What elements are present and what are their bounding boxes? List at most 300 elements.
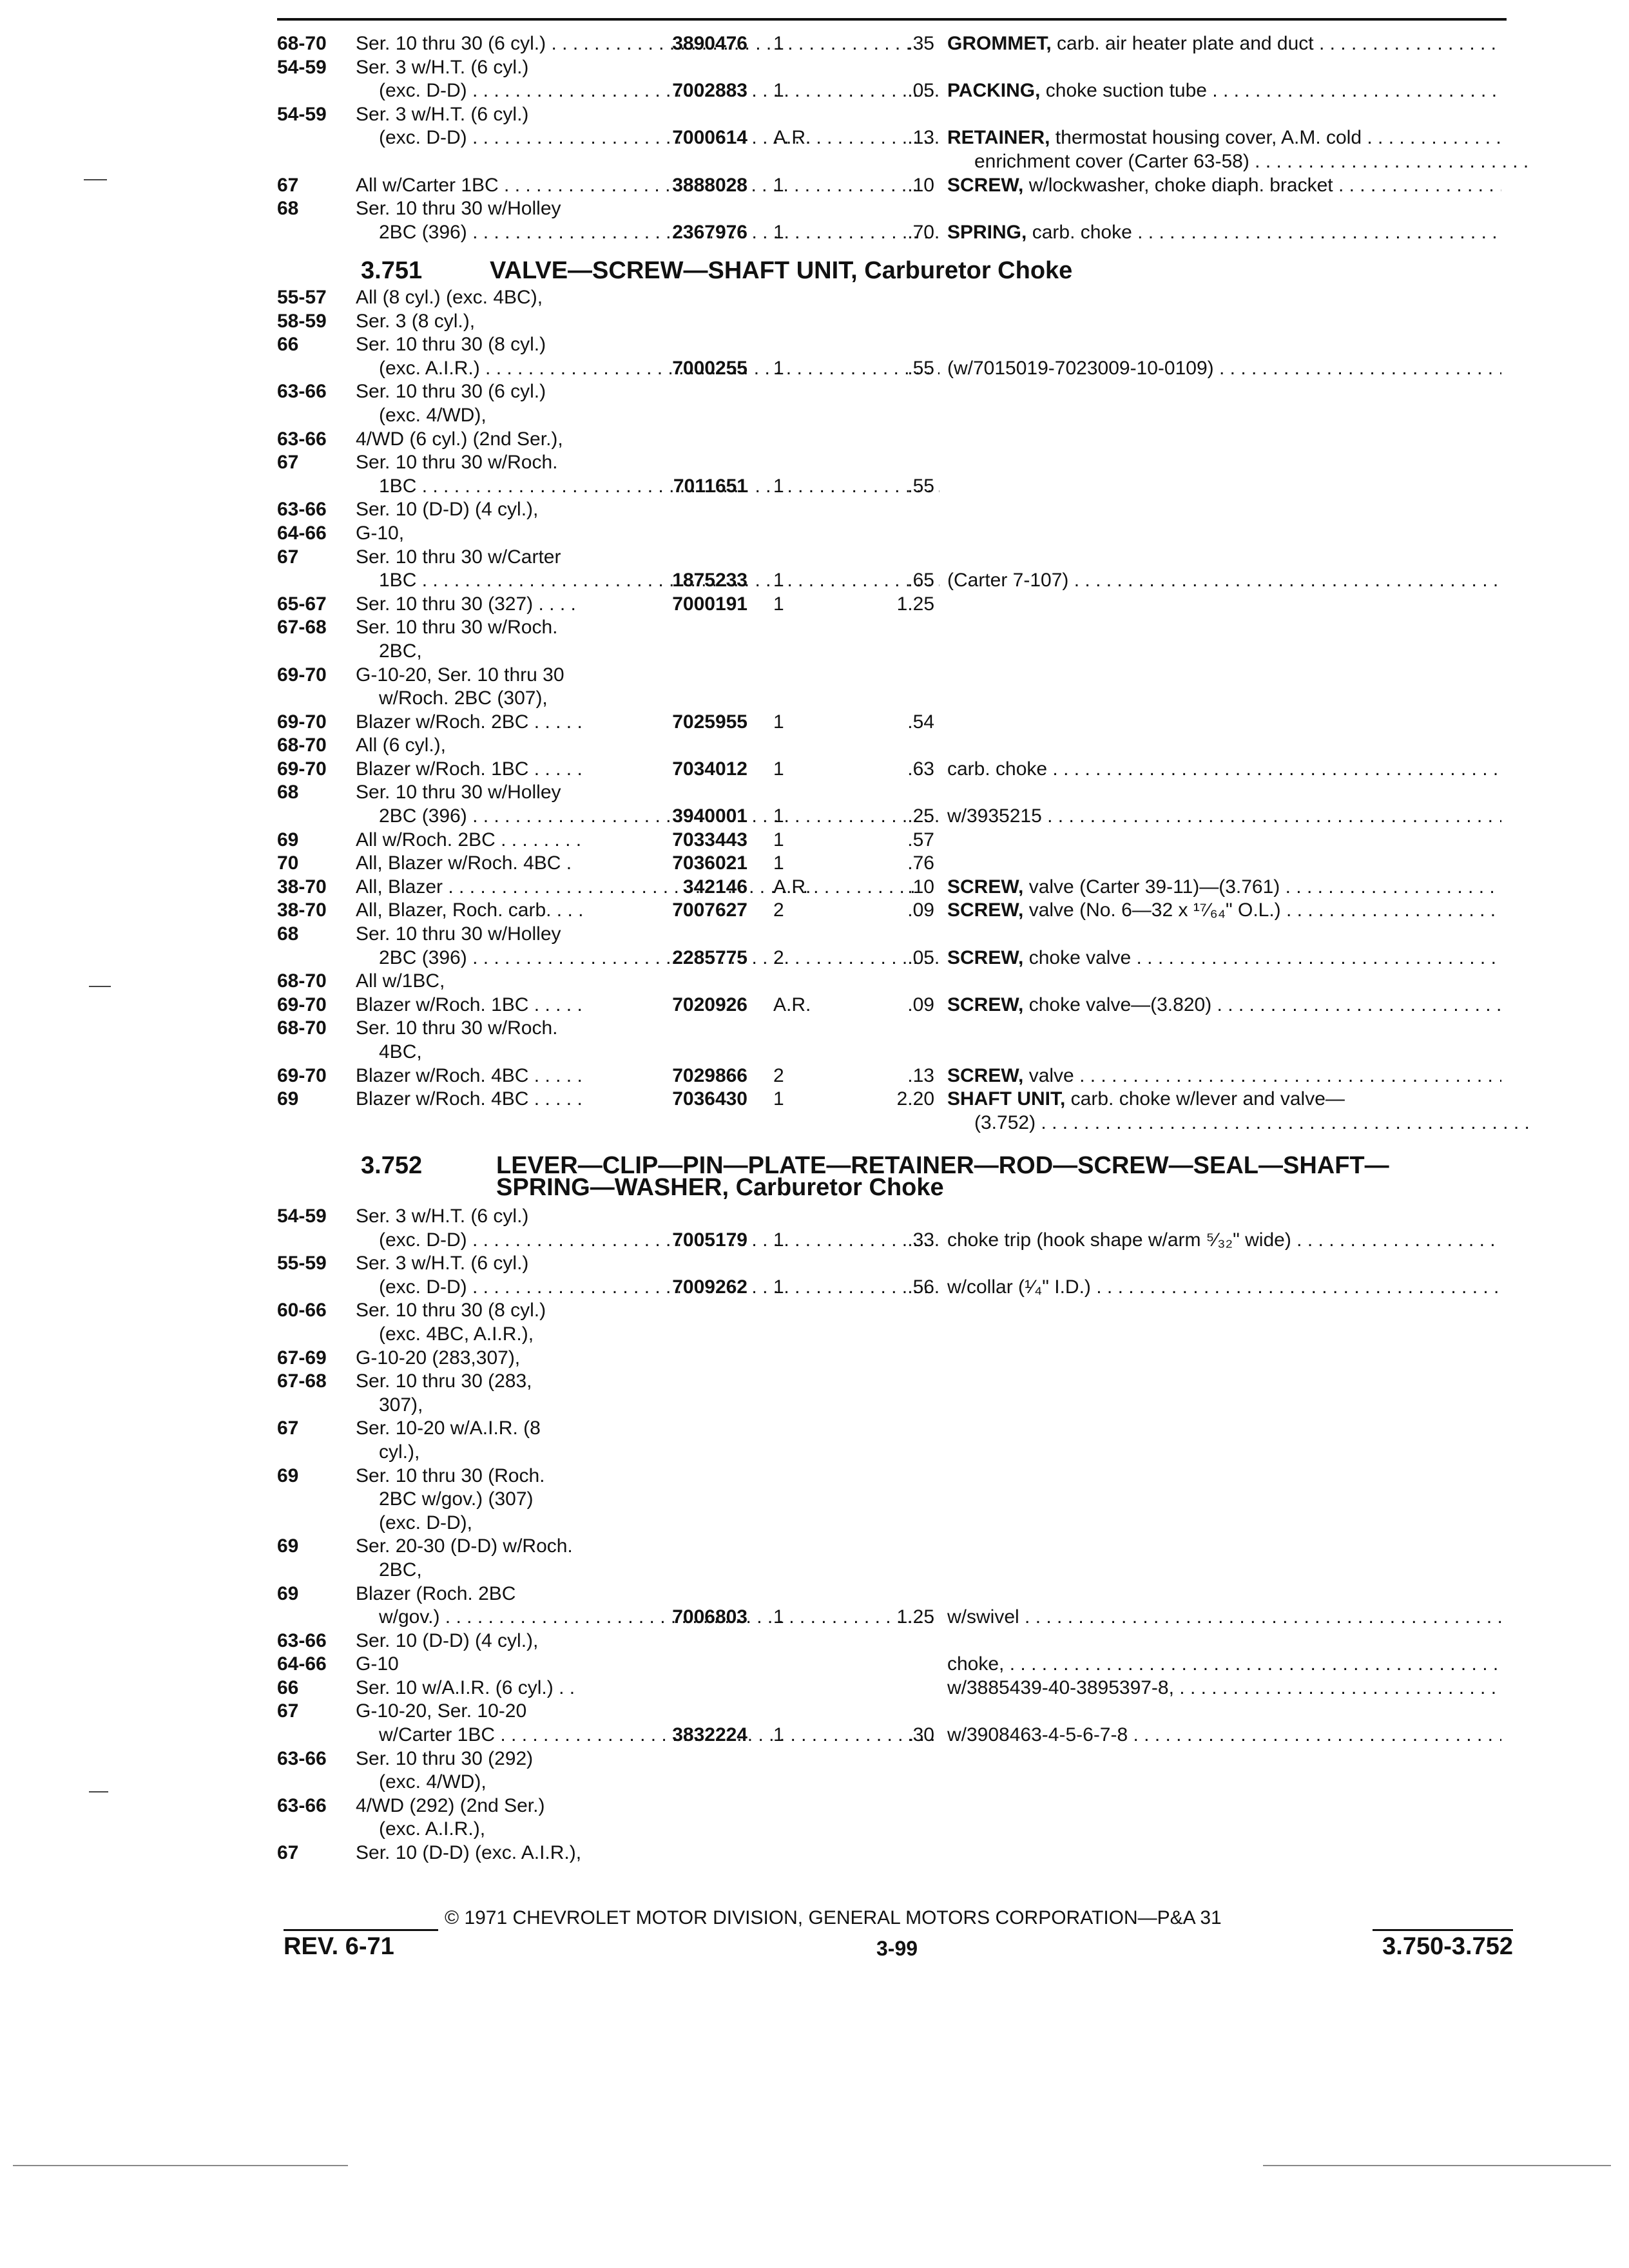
application — [356, 1747, 916, 1771]
quantity: A.R. — [773, 127, 811, 149]
table-row — [277, 428, 1507, 452]
description — [947, 79, 1501, 103]
price: .35 — [907, 33, 934, 54]
application — [379, 1771, 940, 1794]
application-text: Ser. 10 thru 30 (283, — [356, 1370, 532, 1392]
description-text: (w/7015019-7023009-10-0109) — [947, 357, 1214, 379]
model-year: 68-70 — [277, 735, 327, 756]
table-row — [277, 899, 1507, 923]
application-text: All w/Roch. 2BC . . . . . . . . — [356, 829, 582, 850]
model-year: 38-70 — [277, 876, 327, 898]
model-year: 70 — [277, 852, 299, 874]
application — [356, 1677, 916, 1700]
table-row — [277, 1017, 1507, 1041]
table-row — [277, 451, 1507, 475]
table-row — [277, 994, 1507, 1017]
quantity: 1 — [773, 758, 784, 780]
application-text: 2BC, — [379, 640, 422, 662]
description-text: thermostat housing cover, A.M. cold — [1055, 127, 1362, 149]
part-number: 3890476 — [672, 33, 747, 54]
part-number: 7000614 — [672, 127, 747, 149]
quantity: 1 — [773, 829, 784, 850]
table-row — [277, 380, 1507, 404]
application — [356, 498, 916, 522]
application — [356, 522, 916, 546]
application-text: G-10-20, Ser. 10-20 — [356, 1700, 527, 1722]
section-number: 3.752 — [361, 1152, 423, 1179]
table-row — [277, 1606, 1507, 1629]
application — [356, 1629, 916, 1653]
table-row — [277, 174, 1507, 198]
model-year: 63-66 — [277, 499, 327, 521]
application-text: Ser. 3 w/H.T. (6 cyl.) — [356, 1253, 529, 1274]
application-text: 1BC — [379, 570, 417, 591]
model-year: 69 — [277, 1535, 299, 1557]
application — [356, 380, 916, 404]
table-row — [277, 1771, 1507, 1794]
quantity: 2 — [773, 1064, 784, 1086]
table-row — [277, 1535, 1507, 1559]
application — [356, 1205, 916, 1229]
table-row — [277, 805, 1507, 829]
table-row — [277, 1559, 1507, 1582]
table-row — [277, 640, 1507, 664]
table-row — [277, 150, 1507, 174]
description — [947, 1653, 1501, 1677]
section-3-750-continued — [277, 32, 1507, 244]
price: .10 — [907, 174, 934, 196]
description-text: enrichment cover (Carter 63-58) — [974, 150, 1249, 172]
table-row — [277, 711, 1507, 735]
part-number: 7005179 — [672, 1229, 747, 1251]
description-text: choke valve — [1028, 947, 1132, 968]
application — [379, 1488, 940, 1512]
model-year: 67 — [277, 546, 299, 568]
table-row — [277, 829, 1507, 852]
quantity: 1 — [773, 1088, 784, 1110]
application-text: Ser. 10 (D-D) (4 cyl.), — [356, 1629, 539, 1651]
description — [947, 899, 1501, 923]
table-row — [277, 1370, 1507, 1394]
application-text: (exc. D-D) — [379, 127, 467, 149]
quantity: 1 — [773, 174, 784, 196]
table-row — [277, 758, 1507, 782]
model-year: 63-66 — [277, 1747, 327, 1769]
table-row — [277, 1276, 1507, 1300]
table-row — [277, 1724, 1507, 1747]
table-row — [277, 569, 1507, 593]
model-year: 69-70 — [277, 758, 327, 780]
table-row — [277, 32, 1507, 56]
model-year: 69-70 — [277, 1064, 327, 1086]
description — [947, 1064, 1501, 1088]
quantity: 1 — [773, 1276, 784, 1298]
application-text: 1BC — [379, 475, 417, 497]
application — [356, 56, 916, 80]
description-text: choke valve—(3.820) — [1028, 994, 1212, 1015]
part-number: 7029866 — [672, 1064, 747, 1086]
application-text: (exc. D-D) — [379, 1276, 467, 1298]
table-row — [277, 1229, 1507, 1253]
table-row — [277, 1512, 1507, 1535]
application — [379, 1512, 940, 1535]
description — [947, 221, 1501, 245]
description-text: (Carter 7-107) — [947, 570, 1069, 591]
application — [379, 1041, 940, 1064]
description — [947, 174, 1501, 198]
model-year: 60-66 — [277, 1300, 327, 1321]
application — [356, 781, 916, 805]
page-number: 3-99 — [876, 1937, 918, 1960]
application-text: Ser. 10 w/A.I.R. (6 cyl.) . . — [356, 1677, 575, 1698]
part-number: 7036021 — [672, 852, 747, 874]
application-text: Ser. 10 thru 30 (292) — [356, 1747, 534, 1769]
price: .57 — [907, 829, 934, 850]
model-year: 69 — [277, 1088, 299, 1110]
model-year: 68 — [277, 923, 299, 945]
application — [356, 1417, 916, 1441]
model-year: 38-70 — [277, 899, 327, 921]
description-text: w/3935215 — [947, 805, 1042, 827]
model-year: 67 — [277, 174, 299, 196]
application — [356, 734, 916, 758]
application-text: All (8 cyl.) (exc. 4BC), — [356, 287, 543, 308]
description-text: valve (No. 6—32 x ¹⁷⁄₆₄" O.L.) — [1028, 899, 1281, 921]
model-year: 63-66 — [277, 1794, 327, 1816]
price: .05 — [907, 947, 934, 968]
price: .09 — [907, 994, 934, 1015]
section-range: 3.750-3.752 — [1382, 1933, 1513, 1960]
application-text: Ser. 10 (D-D) (exc. A.I.R.), — [356, 1842, 582, 1864]
model-year: 69-70 — [277, 711, 327, 733]
application — [356, 1370, 916, 1394]
application-text: 4/WD (6 cyl.) (2nd Ser.), — [356, 428, 563, 450]
application-text: 2BC (396) — [379, 221, 467, 243]
application-text: G-10-20 (283,307), — [356, 1347, 521, 1369]
description-text: valve (Carter 39-11)—(3.761) — [1028, 876, 1280, 898]
description — [974, 150, 1528, 174]
model-year: 63-66 — [277, 428, 327, 450]
part-name: SHAFT UNIT, — [947, 1088, 1066, 1110]
application-text: (exc. 4BC, A.I.R.), — [379, 1323, 534, 1345]
application-text: (exc. A.I.R.), — [379, 1818, 486, 1840]
application — [356, 1299, 916, 1323]
application-text: (exc. 4/WD), — [379, 404, 487, 426]
quantity: 1 — [773, 357, 784, 379]
table-row — [277, 1064, 1507, 1088]
description — [947, 805, 1501, 829]
application — [356, 664, 916, 687]
part-number: 3940001 — [672, 805, 747, 827]
table-row — [277, 1629, 1507, 1653]
application-text: w/Roch. 2BC (307), — [379, 687, 548, 709]
scan-edge-line — [13, 2165, 348, 2166]
price: .54 — [907, 711, 934, 733]
description — [947, 1724, 1501, 1747]
part-number: 342146 — [682, 876, 747, 898]
application-text: G-10 — [356, 1653, 399, 1675]
application — [379, 1394, 940, 1418]
description — [947, 758, 1501, 782]
table-row — [277, 546, 1507, 570]
description — [947, 1229, 1501, 1253]
application — [356, 451, 916, 475]
table-row — [277, 1041, 1507, 1064]
price: .13 — [907, 1064, 934, 1086]
section-heading — [277, 1152, 1507, 1205]
table-row — [277, 1488, 1507, 1512]
price: .55 — [907, 475, 934, 497]
model-year: 67 — [277, 452, 299, 474]
model-year: 69 — [277, 1582, 299, 1604]
application-text: Ser. 10 thru 30 w/Carter — [356, 546, 561, 568]
description-text: carb. air heater plate and duct — [1057, 33, 1314, 54]
part-number: 7000255 — [672, 357, 747, 379]
application-text: Blazer w/Roch. 1BC . . . . . — [356, 994, 583, 1015]
part-name: SCREW, — [947, 1064, 1024, 1086]
section-title: VALVE—SCREW—SHAFT UNIT, Carburetor Choke — [490, 257, 1073, 284]
part-name: SCREW, — [947, 947, 1024, 968]
description-text: choke suction tube — [1045, 80, 1207, 102]
application — [379, 687, 940, 711]
part-name: SCREW, — [947, 994, 1024, 1015]
part-number: 1875233 — [672, 570, 747, 591]
application-text: (exc. D-D), — [379, 1512, 472, 1533]
application — [356, 616, 916, 640]
model-year: 54-59 — [277, 56, 327, 78]
table-row — [277, 221, 1507, 245]
quantity: 1 — [773, 221, 784, 243]
description-text: w/3885439-40-3895397-8, — [947, 1677, 1174, 1698]
part-number: 7002883 — [672, 80, 747, 102]
margin-mark — [89, 1791, 108, 1792]
table-row — [277, 852, 1507, 876]
part-number: 7007627 — [672, 899, 747, 921]
application-text: (exc. D-D) — [379, 1229, 467, 1251]
part-number: 7025955 — [672, 711, 747, 733]
description — [947, 1677, 1501, 1700]
application-text: cyl.), — [379, 1441, 420, 1463]
price: .05 — [907, 80, 934, 102]
price: .55 — [907, 357, 934, 379]
description-text: w/collar (¹⁄₄" I.D.) — [947, 1276, 1091, 1298]
table-row — [277, 1794, 1507, 1818]
table-row — [277, 1347, 1507, 1370]
application-text: Blazer w/Roch. 4BC . . . . . — [356, 1064, 583, 1086]
model-year: 63-66 — [277, 1629, 327, 1651]
part-name: SCREW, — [947, 876, 1024, 898]
application — [356, 1535, 916, 1559]
application-text: Ser. 10-20 w/A.I.R. (8 — [356, 1418, 541, 1439]
model-year: 58-59 — [277, 310, 327, 332]
description — [947, 1276, 1501, 1300]
copyright-text: © 1971 CHEVROLET MOTOR DIVISION, GENERAL MOTORS CORPORATION—P&A 31 — [445, 1907, 1222, 1928]
quantity: 1 — [773, 475, 784, 497]
application-text: G-10-20, Ser. 10 thru 30 — [356, 664, 564, 686]
description-text: carb. choke w/lever and valve— — [1070, 1088, 1345, 1110]
model-year: 68-70 — [277, 33, 327, 54]
application-text: Ser. 10 thru 30 w/Holley — [356, 923, 561, 945]
model-year: 68-70 — [277, 1017, 327, 1039]
description-text: choke trip (hook shape w/arm ⁵⁄₃₂" wide) — [947, 1229, 1291, 1251]
application-text: Ser. 3 w/H.T. (6 cyl.) — [356, 103, 529, 125]
part-number: 7011651 — [673, 475, 747, 497]
quantity: A.R. — [773, 876, 811, 898]
application-text: Ser. 10 thru 30 w/Roch. — [356, 452, 558, 474]
description — [947, 994, 1501, 1017]
model-year: 69 — [277, 829, 299, 850]
application — [356, 923, 916, 947]
application — [356, 1347, 916, 1370]
application-text: G-10, — [356, 522, 405, 544]
quantity: 1 — [773, 80, 784, 102]
price: .70 — [907, 221, 934, 243]
part-name: SPRING, — [947, 221, 1027, 243]
description — [947, 357, 1501, 381]
table-row — [277, 522, 1507, 546]
quantity: 1 — [773, 1724, 784, 1746]
application-text: Ser. 10 thru 30 (8 cyl.) — [356, 334, 546, 356]
description-text: (3.752) — [974, 1111, 1036, 1133]
application — [379, 404, 940, 428]
application — [356, 1252, 916, 1276]
model-year: 69-70 — [277, 994, 327, 1015]
description — [947, 947, 1501, 970]
part-name: PACKING, — [947, 80, 1041, 102]
table-row — [277, 1700, 1507, 1724]
application-text: Ser. 20-30 (D-D) w/Roch. — [356, 1535, 573, 1557]
model-year: 66 — [277, 334, 299, 356]
application — [379, 640, 940, 664]
section-3-751 — [277, 256, 1507, 1135]
part-number: 7033443 — [672, 829, 747, 850]
part-number: 3832224 — [672, 1724, 747, 1746]
quantity: 1 — [773, 1229, 784, 1251]
application — [379, 1323, 940, 1347]
application-text: All (6 cyl.), — [356, 735, 447, 756]
table-row — [277, 1841, 1507, 1865]
application — [356, 1794, 916, 1818]
price: .30 — [907, 1724, 934, 1746]
table-row — [277, 404, 1507, 428]
application-text: All w/Carter 1BC — [356, 174, 499, 196]
application-text: Ser. 10 thru 30 (6 cyl.) — [356, 381, 546, 403]
part-number: 7009262 — [672, 1276, 747, 1298]
model-year: 68 — [277, 198, 299, 220]
table-row — [277, 616, 1507, 640]
description-text: carb. choke — [1032, 221, 1132, 243]
price: .63 — [907, 758, 934, 780]
page-footer — [284, 1907, 1513, 1984]
application-text: Blazer w/Roch. 2BC . . . . . — [356, 711, 583, 733]
part-name: RETAINER, — [947, 127, 1050, 149]
section-title: LEVER—CLIP—PIN—PLATE—RETAINER—ROD—SCREW—SEAL—SHAFT— — [496, 1152, 1389, 1179]
part-number: 2367976 — [672, 221, 747, 243]
model-year: 69-70 — [277, 664, 327, 686]
table-row — [277, 357, 1507, 381]
application-text: All, Blazer — [356, 876, 443, 898]
section-title-line2: SPRING—WASHER, Carburetor Choke — [496, 1174, 944, 1201]
application-text: Ser. 3 (8 cyl.), — [356, 310, 476, 332]
application — [356, 1653, 916, 1677]
application — [356, 428, 916, 452]
application — [379, 1559, 940, 1582]
application-text: 4BC, — [379, 1041, 422, 1062]
model-year: 55-57 — [277, 287, 327, 308]
application-text: 2BC (396) — [379, 805, 467, 827]
application-text: Blazer w/Roch. 1BC . . . . . — [356, 758, 583, 780]
description-text: w/lockwasher, choke diaph. bracket — [1028, 174, 1333, 196]
model-year: 54-59 — [277, 103, 327, 125]
part-number: 3888028 — [672, 174, 747, 196]
model-year: 67-69 — [277, 1347, 327, 1369]
application-text: All, Blazer w/Roch. 4BC . — [356, 852, 572, 874]
top-rule — [277, 18, 1507, 21]
model-year: 64-66 — [277, 1653, 327, 1675]
table-row — [277, 781, 1507, 805]
table-row — [277, 593, 1507, 617]
table-row — [277, 1465, 1507, 1488]
part-name: SCREW, — [947, 174, 1024, 196]
table-row — [277, 1323, 1507, 1347]
table-row — [277, 126, 1507, 150]
application-text: Ser. 10 thru 30 (8 cyl.) — [356, 1300, 546, 1321]
footer-rule-right — [1373, 1929, 1513, 1931]
section-3-752 — [277, 1152, 1507, 1865]
price: 1.25 — [896, 1606, 934, 1628]
table-row — [277, 734, 1507, 758]
application — [356, 970, 916, 994]
application-text: (exc. 4/WD), — [379, 1771, 487, 1793]
part-number: 2285775 — [672, 947, 747, 968]
model-year: 67 — [277, 1418, 299, 1439]
application — [356, 1465, 916, 1488]
model-year: 65-67 — [277, 593, 327, 615]
quantity: A.R. — [773, 994, 811, 1015]
table-row — [277, 79, 1507, 103]
margin-mark — [84, 179, 107, 180]
application-text: 2BC, — [379, 1559, 422, 1581]
description-text: w/3908463-4-5-6-7-8 — [947, 1724, 1128, 1746]
model-year: 54-59 — [277, 1206, 327, 1227]
application-text: Blazer w/Roch. 4BC . . . . . — [356, 1088, 583, 1110]
table-row — [277, 286, 1507, 310]
application-text: Ser. 10 thru 30 w/Holley — [356, 782, 561, 803]
table-row — [277, 947, 1507, 970]
footer-rule-left — [284, 1929, 438, 1931]
application-text: All w/1BC, — [356, 970, 445, 992]
table-row — [277, 1205, 1507, 1229]
model-year: 67-68 — [277, 617, 327, 639]
model-year: 68-70 — [277, 970, 327, 992]
application-text: (exc. A.I.R.) — [379, 357, 480, 379]
application — [379, 1441, 940, 1465]
quantity: 1 — [773, 805, 784, 827]
description — [974, 1111, 1528, 1135]
table-row — [277, 1747, 1507, 1771]
application — [356, 546, 916, 570]
price: .76 — [907, 852, 934, 874]
table-row — [277, 1441, 1507, 1465]
copyright-line — [284, 1907, 1513, 1933]
application-text: Ser. 10 thru 30 w/Roch. — [356, 617, 558, 639]
quantity: 1 — [773, 711, 784, 733]
part-number: 7020926 — [672, 994, 747, 1015]
application-text: Ser. 10 thru 30 (6 cyl.) . . — [356, 33, 568, 54]
description — [947, 1088, 1501, 1111]
table-row — [277, 664, 1507, 687]
description-text: valve — [1028, 1064, 1074, 1086]
